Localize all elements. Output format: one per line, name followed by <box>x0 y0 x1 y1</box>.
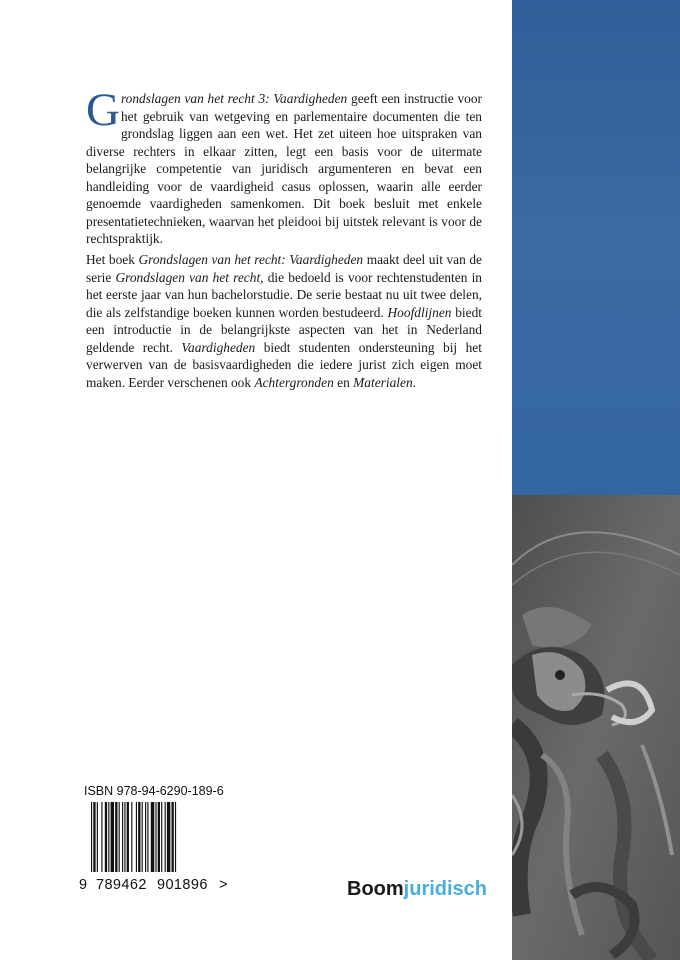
barcode-bar <box>145 802 146 872</box>
series-text-1: Het boek <box>86 252 135 267</box>
barcode-bar <box>136 802 137 872</box>
series-text-3: , die bedoeld is voor rechtenstudenten in het eerste jaar van hun bachelorstudie. De serie bestaat nu uit twee delen, die als zelfstandige boeken kunnen worden bestudeerd. <box>86 269 482 320</box>
series-paragraph <box>86 251 482 391</box>
barcode-bar <box>115 802 117 872</box>
barcode-bar <box>91 802 92 872</box>
barcode-tail: > <box>219 877 228 893</box>
publisher-logo <box>347 878 487 901</box>
series-text-6: en <box>337 374 350 390</box>
series-text-7: . <box>412 374 416 390</box>
barcode-bar <box>161 802 162 872</box>
series-italic-2: Grondslagen van het recht <box>115 269 261 285</box>
dropcap-letter: G <box>86 84 120 136</box>
series-text-5: biedt studenten ondersteuning bij het verwerven van de basisvaardigheden die iedere jurist zich eigen moet maken. Eerder verschenen ook <box>86 339 482 390</box>
barcode-bar <box>111 802 114 872</box>
barcode-bar <box>167 802 170 872</box>
barcode-bar <box>124 802 125 872</box>
barcode-bar <box>93 802 95 872</box>
barcode-bar <box>105 802 107 872</box>
series-text-2: maakt deel uit van de serie <box>86 252 482 285</box>
publisher-name-boom: Boom <box>347 878 404 900</box>
barcode <box>91 802 213 872</box>
barcode-bar <box>127 802 129 872</box>
intro-paragraph <box>86 84 483 248</box>
barcode-bar <box>151 802 154 872</box>
publisher-name-juridisch: juridisch <box>403 878 488 900</box>
barcode-bar <box>142 802 143 872</box>
isbn-label: ISBN 978-94-6290-189-6 <box>84 784 224 798</box>
cover-photo-lion-engraving <box>512 495 680 960</box>
barcode-bar <box>122 802 123 872</box>
series-text-4: biedt een introductie in de belangrijkste aspecten van het in Nederland geldende recht. <box>86 304 482 355</box>
barcode-bar <box>119 802 120 872</box>
barcode-bar <box>147 802 148 872</box>
barcode-bar <box>97 802 98 872</box>
series-italic-6: Materialen <box>353 374 413 390</box>
barcode-bar <box>101 802 102 872</box>
barcode-bar <box>165 802 166 872</box>
barcode-bar <box>158 802 160 872</box>
barcode-group-1: 789462 <box>96 877 147 893</box>
series-italic-4: Vaardigheden <box>181 339 256 355</box>
lion-engraving-image <box>512 495 680 960</box>
series-italic-5: Achtergronden <box>254 374 334 390</box>
series-italic-3: Hoofdlijnen <box>387 304 452 320</box>
barcode-bar <box>172 802 174 872</box>
barcode-bar <box>131 802 132 872</box>
barcode-bar <box>108 802 109 872</box>
barcode-bar <box>175 802 176 872</box>
barcode-bar <box>138 802 140 872</box>
barcode-lead-digit: 9 <box>79 877 88 893</box>
series-italic-1: Grondslagen van het recht: Vaardigheden <box>138 252 364 267</box>
book-title-italic: rondslagen van het recht 3: Vaardigheden <box>120 91 348 106</box>
intro-text: geeft een instructie voor het gebruik van wetgeving en parlementaire documenten die ten grondslag liggen aan een wet. Het zet uiteen hoe uitspraken van diverse rechters in elkaar zitten, legt een basis voor de uitermate belangrijke competentie van juridisch argumenteren en bevat een handleiding voor de vaardigheid casus oplossen, waarin alle eerder genoemde vaardigheden samenkomen. Dit boek besluit met enkele presentatietechnieken, waarvan het pleidooi bij uitstek relevant is voor de rechtspraktijk. <box>86 91 483 246</box>
barcode-bar <box>155 802 156 872</box>
barcode-group-2: 901896 <box>157 877 208 893</box>
